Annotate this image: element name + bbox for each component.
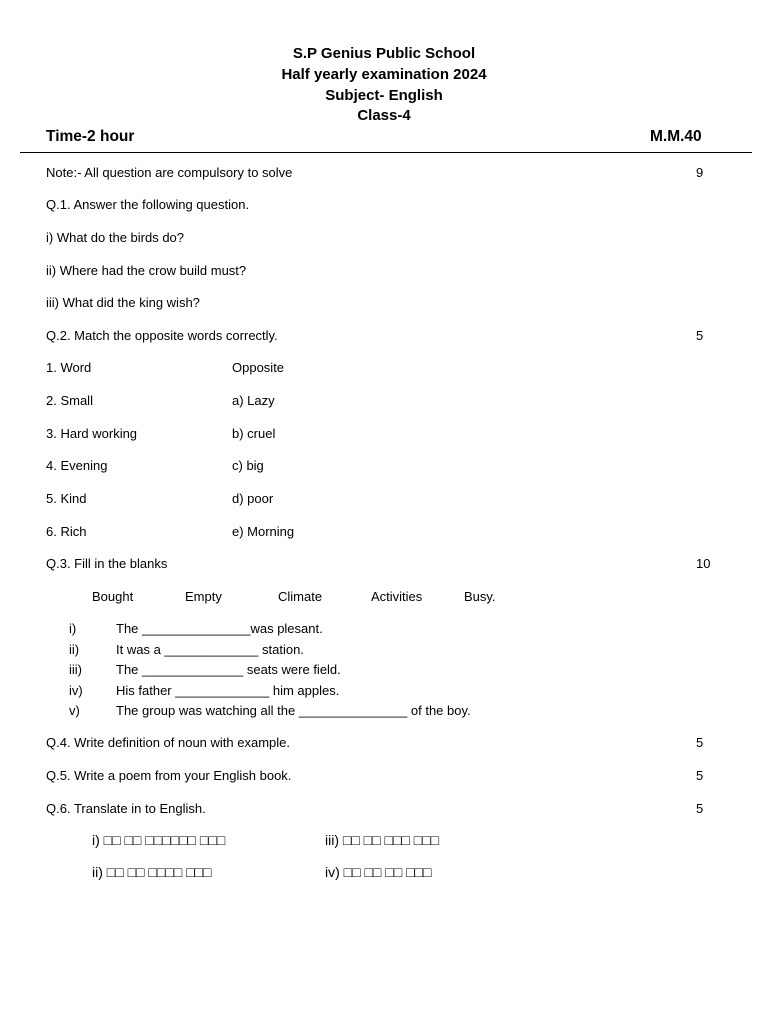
translate-item: ii) □□ □□ □□□□ □□□ bbox=[92, 864, 212, 880]
match-left-item: 1. Word bbox=[46, 360, 92, 375]
match-right-item: b) cruel bbox=[232, 426, 276, 441]
blank-number: i) bbox=[69, 621, 77, 636]
match-right-item: c) big bbox=[232, 458, 264, 473]
match-right-item: Opposite bbox=[232, 360, 285, 375]
blank-number: iii) bbox=[69, 662, 82, 677]
note-text: Note:- All question are compulsory to solve bbox=[46, 165, 293, 180]
word-bank-item: Empty bbox=[185, 589, 222, 604]
q5-marks: 5 bbox=[696, 768, 704, 783]
match-right-item: e) Morning bbox=[232, 524, 295, 539]
q1-item: i) What do the birds do? bbox=[46, 230, 185, 245]
q4-marks: 5 bbox=[696, 735, 704, 750]
blank-sentence: The group was watching all the _______________ of the boy. bbox=[116, 703, 471, 718]
header-divider bbox=[20, 152, 752, 153]
q3-title: Q.3. Fill in the blanks bbox=[46, 556, 168, 571]
exam-title: Half yearly examination 2024 bbox=[281, 66, 487, 83]
q2-title: Q.2. Match the opposite words correctly. bbox=[46, 328, 278, 343]
match-right-item: d) poor bbox=[232, 491, 274, 506]
subject-label: Subject- English bbox=[325, 87, 443, 104]
blank-number: v) bbox=[69, 703, 80, 718]
translate-item: i) □□ □□ □□□□□□ □□□ bbox=[92, 832, 226, 848]
match-left-item: 6. Rich bbox=[46, 524, 87, 539]
blank-number: ii) bbox=[69, 642, 80, 657]
blank-sentence: The _______________was plesant. bbox=[116, 621, 323, 636]
word-bank-item: Climate bbox=[278, 589, 323, 604]
word-bank-item: Bought bbox=[92, 589, 134, 604]
q6-title: Q.6. Translate in to English. bbox=[46, 801, 206, 816]
blank-sentence: The ______________ seats were field. bbox=[116, 662, 341, 677]
q3-marks: 10 bbox=[696, 556, 711, 571]
note-marks: 9 bbox=[696, 165, 704, 180]
class-label: Class-4 bbox=[357, 107, 411, 124]
translate-item: iii) □□ □□ □□□ □□□ bbox=[325, 832, 440, 848]
time-label: Time-2 hour bbox=[46, 128, 135, 145]
q1-item: iii) What did the king wish? bbox=[46, 295, 200, 310]
blank-sentence: His father _____________ him apples. bbox=[116, 683, 340, 698]
word-bank-item: Activities bbox=[371, 589, 423, 604]
match-left-item: 4. Evening bbox=[46, 458, 108, 473]
match-left-item: 2. Small bbox=[46, 393, 93, 408]
match-right-item: a) Lazy bbox=[232, 393, 275, 408]
translate-item: iv) □□ □□ □□ □□□ bbox=[325, 864, 432, 880]
q1-title: Q.1. Answer the following question. bbox=[46, 197, 250, 212]
word-bank-item: Busy. bbox=[464, 589, 496, 604]
max-marks-label: M.M.40 bbox=[650, 128, 702, 145]
q1-item: ii) Where had the crow build must? bbox=[46, 263, 247, 278]
blank-number: iv) bbox=[69, 683, 83, 698]
blank-sentence: It was a _____________ station. bbox=[116, 642, 304, 657]
match-left-item: 3. Hard working bbox=[46, 426, 138, 441]
q6-marks: 5 bbox=[696, 801, 704, 816]
q5-title: Q.5. Write a poem from your English book. bbox=[46, 768, 292, 783]
school-name: S.P Genius Public School bbox=[292, 45, 476, 62]
q4-title: Q.4. Write definition of noun with example. bbox=[46, 735, 290, 750]
q2-marks: 5 bbox=[696, 328, 704, 343]
match-left-item: 5. Kind bbox=[46, 491, 87, 506]
